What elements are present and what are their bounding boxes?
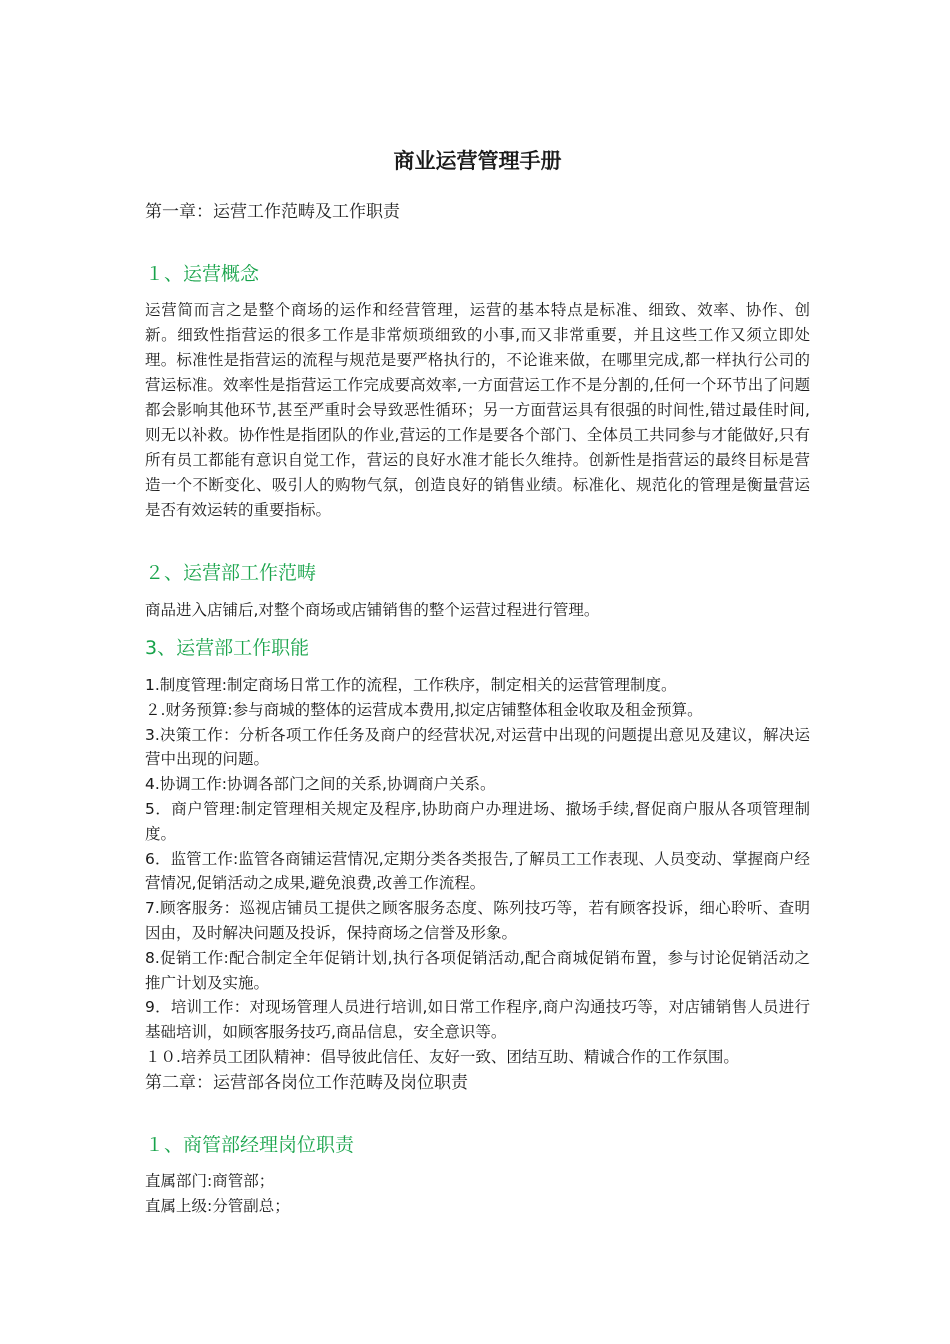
list-item: 5．商户管理:制定管理相关规定及程序,协助商户办理进场、撤场手续,督促商户服从各项管理制度。 — [145, 799, 810, 843]
section-body-operations-concept: 运营简而言之是整个商场的运作和经营管理，运营的基本特点是标准、细致、效率、协作、创新。细致性指营运的很多工作是非常烦琐细致的小事,而又非常重要，并且这些工作又须立即处理。标准性是指营运的流程与规范是要严格执行的，不论谁来做，在哪里完成,都一样执行公司的营运标准。效率性是指营运工作完成要高效率,一方面营运工作不是分割的,任何一个环节出了问题都会影响其他环节,甚至严重时会导致恶性循环；另一方面营运具有很强的时间性,错过最佳时间,则无以补救。协作性是指团队的作业,营运的工作是要各个部门、全体员工共同参与才能做好,只有所有员工都能有意识自觉工作，营运的良好水准才能长久维持。创新性是指营运的最终目标是营造一个不断变化、吸引人的购物气氛，创造良好的销售业绩。标准化、规范化的管理是衡量营运是否有效运转的重要指标。 — [145, 301, 810, 519]
list-item: 4.协调工作:协调各部门之间的关系,协调商户关系。 — [145, 775, 496, 794]
chapter-1-heading: 第一章：运营工作范畴及工作职责 — [145, 202, 400, 222]
direct-superior-line: 直属上级:分管副总； — [145, 1197, 290, 1215]
list-item: 7.顾客服务：巡视店铺员工提供之顾客服务态度、陈列技巧等，若有顾客投诉，细心聆听、查明因由，及时解决问题及投诉，保持商场之信誉及形象。 — [145, 899, 810, 942]
functions-list — [145, 673, 810, 1070]
chapter-2-heading: 第二章：运营部各岗位工作范畴及岗位职责 — [145, 1073, 468, 1093]
list-item: 1.制度管理:制定商场日常工作的流程，工作秩序，制定相关的运营管理制度。 — [145, 676, 677, 694]
list-item: 8.促销工作:配合制定全年促销计划,执行各项促销活动,配合商城促销布置，参与讨论促销活动之推广计划及实施。 — [145, 948, 810, 992]
list-item: 9．培训工作：对现场管理人员进行培训,如日常工作程序,商户沟通技巧等，对店铺销售人员进行基础培训，如顾客服务技巧,商品信息，安全意识等。 — [145, 998, 810, 1042]
list-item: ２.财务预算:参与商城的整体的运营成本费用,拟定店铺整体租金收取及租金预算。 — [145, 700, 703, 719]
list-item: 3.决策工作：分析各项工作任务及商户的经营状况,对运营中出现的问题提出意见及建议，解决运营中出现的问题。 — [145, 725, 810, 769]
section-heading-department-scope: ２、运营部工作范畴 — [145, 562, 317, 584]
list-item: １０.培养员工团队精神：倡导彼此信任、友好一致、团结互助、精诚合作的工作氛围。 — [145, 1047, 739, 1066]
list-item: 6．监管工作:监管各商铺运营情况,定期分类各类报告,了解员工工作表现、人员变动、掌握商户经营情况,促销活动之成果,避免浪费,改善工作流程。 — [145, 849, 810, 893]
document-title: 商业运营管理手册 — [393, 149, 562, 173]
section-heading-operations-concept: １、运营概念 — [145, 263, 260, 285]
direct-department-line: 直属部门:商管部； — [145, 1172, 275, 1190]
section-heading-manager-duties: １、商管部经理岗位职责 — [145, 1134, 355, 1156]
section-heading-department-functions: 3、运营部工作职能 — [145, 637, 310, 659]
section-body-department-scope: 商品进入店铺后,对整个商场或店铺销售的整个运营过程进行管理。 — [145, 601, 600, 619]
